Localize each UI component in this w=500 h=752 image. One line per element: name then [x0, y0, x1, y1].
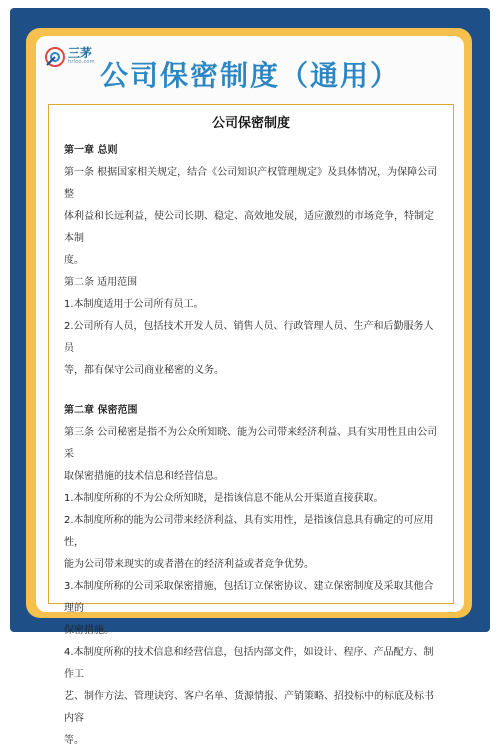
chapter-2-item-4-line-2: 艺、制作方法、管理诀窍、客户名单、货源情报、产销策略、招投标中的标底及标书内容	[64, 691, 434, 724]
logo-tagline: hrloo.com	[68, 59, 95, 65]
chapter-1-heading: 第一章 总则	[64, 145, 118, 156]
chapter-1-item-2-line-2: 等，都有保守公司商业秘密的义务。	[64, 365, 224, 376]
article-1-line-2: 体利益和长远利益，使公司长期、稳定、高效地发展，适应激烈的市场竞争，特制定本制	[64, 211, 434, 244]
section-gap	[64, 382, 440, 400]
chapter-2-item-2-line-2: 能为公司带来现实的或者潜在的经济利益或者竞争优势。	[64, 559, 314, 570]
chapter-1-item-1: 1.本制度适用于公司所有员工。	[64, 299, 204, 310]
document-body	[64, 140, 440, 752]
article-1-line-3: 度。	[64, 255, 84, 266]
article-3-line-1: 第三条 公司秘密是指不为公众所知晓、能为公司带来经济利益、具有实用性且由公司采	[64, 427, 438, 460]
chapter-1-item-2-line-1: 2.公司所有人员，包括技术开发人员、销售人员、行政管理人员、生产和后勤服务人员	[64, 321, 434, 354]
chapter-2-heading: 第二章 保密范围	[64, 405, 138, 416]
chapter-2-item-4-line-3: 等。	[64, 735, 84, 746]
document-title: 公司保密制度	[211, 116, 290, 131]
chapter-2-item-4-line-1: 4.本制度所称的技术信息和经营信息，包括内部文件，如设计、程序、产品配方、制作工	[64, 647, 434, 680]
chapter-2-item-1: 1.本制度所称的不为公众所知晓，是指该信息不能从公开渠道直接获取。	[64, 493, 384, 504]
article-3-line-2: 取保密措施的技术信息和经营信息。	[64, 471, 224, 482]
chapter-2-item-3-line-2: 保密措施。	[64, 625, 114, 636]
article-1-line-1: 第一条 根据国家相关规定，结合《公司知识产权管理规定》及具体情况，为保障公司整	[64, 167, 438, 200]
chapter-2-item-2-line-1: 2.本制度所称的能为公司带来经济利益、具有实用性，是指该信息具有确定的可应用性，	[64, 515, 434, 548]
page-title: 公司保密制度（通用）	[99, 59, 400, 92]
logo-brand: 三茅	[68, 46, 93, 60]
article-2: 第二条 适用范围	[64, 277, 138, 288]
chapter-2-item-3-line-1: 3.本制度所称的公司采取保密措施，包括订立保密协议、建立保密制度及采取其他合理的	[64, 581, 434, 614]
